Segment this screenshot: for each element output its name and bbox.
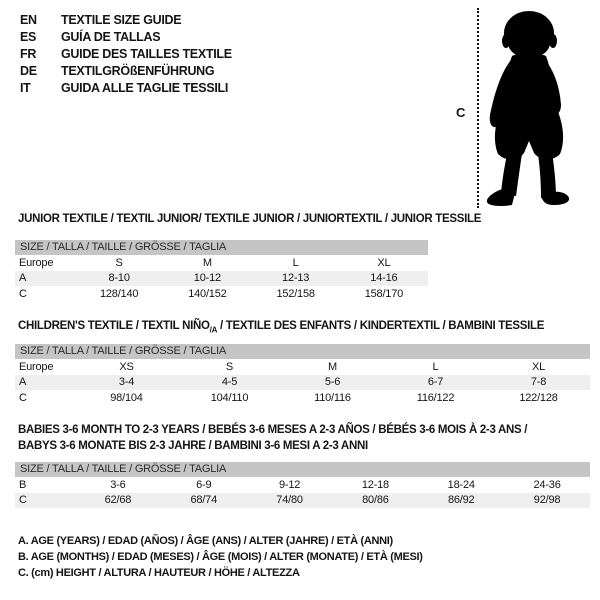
language-row-en	[20, 11, 232, 28]
language-row-fr	[20, 45, 232, 62]
children-title-part2: / TEXTILE DES ENFANTS / KINDERTEXTIL / BAMBINI TESSILE	[217, 320, 545, 332]
height-cell: 110/116	[314, 391, 351, 404]
size-cell: XL	[531, 360, 546, 373]
height-cell: 62/68	[104, 494, 132, 507]
language-title: GUIDA ALLE TAGLIE TESSILI	[61, 80, 229, 95]
months-cell: 12-18	[361, 478, 389, 491]
size-cell: S	[225, 360, 234, 373]
height-cell: 128/140	[99, 287, 139, 300]
babies-title-line1: BABIES 3-6 MONTH TO 2-3 YEARS / BEBÉS 3-6 MESES A 2-3 AÑOS / BÉBÉS 3-6 MOIS À 2-3 ANS /	[18, 424, 528, 436]
language-title: GUÍA DE TALLAS	[61, 29, 161, 44]
height-cell: 80/86	[362, 494, 389, 507]
age-cell: 8-10	[108, 272, 130, 285]
junior-row-height	[15, 286, 428, 302]
height-cell: 140/152	[188, 287, 227, 300]
footnote-a: A. AGE (YEARS) / EDAD (AÑOS) / ÂGE (ANS) / ALTER (JAHRE) / ETÀ (ANNI)	[18, 535, 393, 547]
row-label: A	[19, 376, 27, 389]
babies-row-height	[15, 493, 590, 509]
children-row-age	[15, 375, 590, 391]
age-cell: 4-5	[221, 376, 238, 389]
months-cell: 3-6	[110, 478, 126, 491]
row-label: C	[19, 391, 27, 404]
babies-row-months	[15, 477, 590, 493]
height-cell: 116/122	[416, 391, 455, 404]
junior-table	[15, 240, 428, 302]
row-label: C	[19, 494, 27, 507]
height-cell: 74/80	[276, 494, 303, 507]
children-row-europe	[15, 359, 590, 375]
language-list	[20, 11, 232, 96]
months-cell: 18-24	[447, 478, 475, 491]
size-cell: S	[115, 256, 123, 269]
height-cell: 152/158	[276, 287, 315, 300]
children-row-height	[15, 390, 590, 406]
babies-size-header-bar: SIZE / TALLA / TAILLE / GRÖSSE / TAGLIA	[15, 462, 590, 477]
junior-row-europe	[15, 255, 428, 271]
children-table-title	[18, 318, 544, 338]
language-row-it	[20, 79, 232, 96]
size-cell: M	[328, 360, 337, 373]
babies-title-line2: BABYS 3-6 MONATE BIS 2-3 JAHRE / BAMBINI 3-6 MESI A 2-3 ANNI	[18, 440, 368, 452]
language-code: EN	[20, 12, 37, 27]
babies-table	[15, 462, 590, 508]
row-label: B	[19, 478, 27, 491]
height-cell: 104/110	[210, 391, 249, 404]
age-cell: 5-6	[324, 376, 341, 389]
junior-row-age	[15, 271, 428, 287]
language-code: FR	[20, 46, 37, 61]
age-cell: 6-7	[427, 376, 444, 389]
row-label: Europe	[19, 360, 54, 373]
height-cell: 86/92	[447, 494, 475, 507]
months-cell: 24-36	[533, 478, 561, 491]
months-cell: 6-9	[196, 478, 212, 491]
language-title: TEXTILE SIZE GUIDE	[61, 12, 182, 27]
height-cell: 68/74	[190, 494, 217, 507]
language-code: DE	[20, 63, 37, 78]
row-label: C	[19, 287, 27, 300]
language-code: IT	[20, 80, 31, 95]
size-cell: XL	[377, 256, 391, 269]
junior-size-header-bar: SIZE / TALLA / TAILLE / GRÖSSE / TAGLIA	[15, 240, 428, 255]
age-cell: 10-12	[193, 272, 221, 285]
height-cell: 158/170	[364, 287, 404, 300]
age-cell: 3-4	[118, 376, 135, 389]
size-cell: L	[292, 256, 299, 269]
months-cell: 9-12	[278, 478, 301, 491]
age-cell: 12-13	[282, 272, 310, 285]
size-cell: L	[432, 360, 439, 373]
height-measure-label-c: C	[456, 105, 466, 120]
size-cell: XS	[119, 360, 134, 373]
footnote-b: B. AGE (MONTHS) / EDAD (MESES) / ÂGE (MOIS) / ALTER (MONATE) / ETÀ (MESI)	[18, 551, 423, 563]
age-cell: 7-8	[530, 376, 547, 389]
language-title: TEXTILGRÖßENFÜHRUNG	[61, 63, 215, 78]
age-cell: 14-16	[370, 272, 398, 285]
junior-table-title: JUNIOR TEXTILE / TEXTIL JUNIOR/ TEXTILE JUNIOR / JUNIORTEXTIL / JUNIOR TESSILE	[18, 213, 482, 225]
children-size-header-bar: SIZE / TALLA / TAILLE / GRÖSSE / TAGLIA	[15, 344, 590, 359]
language-code: ES	[20, 29, 37, 44]
row-label: Europe	[19, 256, 54, 269]
footnote-legend	[18, 535, 423, 583]
height-measure-dashed-line	[477, 8, 479, 208]
children-title-sub: /A	[209, 325, 218, 335]
babies-table-title	[18, 422, 527, 454]
language-row-de	[20, 62, 232, 79]
height-cell: 92/98	[533, 494, 561, 507]
footnote-c: C. (cm) HEIGHT / ALTURA / HAUTEUR / HÖHE / ALTEZZA	[18, 567, 300, 579]
children-title-part1: CHILDREN'S TEXTILE / TEXTIL NIÑO	[18, 320, 210, 332]
height-cell: 122/128	[519, 391, 558, 404]
language-title: GUIDE DES TAILLES TEXTILE	[61, 46, 232, 61]
row-label: A	[19, 272, 27, 285]
baby-silhouette-image	[482, 10, 577, 210]
size-cell: M	[202, 256, 212, 269]
language-row-es	[20, 28, 232, 45]
children-table	[15, 344, 590, 406]
height-cell: 98/104	[110, 391, 143, 404]
